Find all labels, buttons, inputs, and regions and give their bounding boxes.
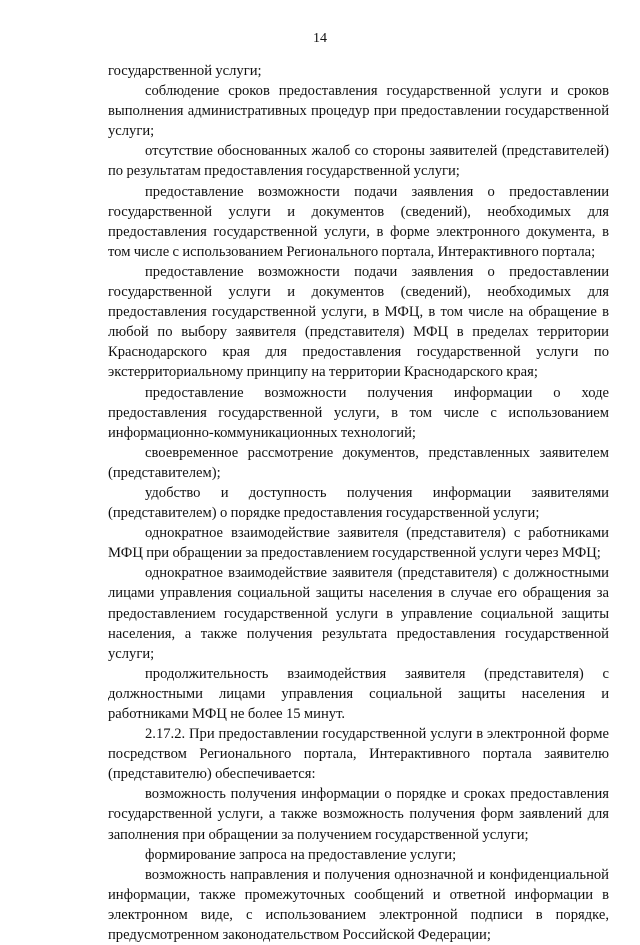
paragraph: продолжительность взаимодействия заявителя (представителя) с должностными лицами управления социальной защиты населения и работниками МФЦ не более 15 минут. — [108, 665, 609, 722]
paragraph: возможность получения информации о порядке и сроках предоставления государственной услуги, а также возможность получения форм заявлений для заполнения при обращении за получением государственной услуги; — [108, 786, 609, 843]
paragraph: формирование запроса на предоставление услуги; — [145, 846, 457, 863]
paragraph: государственной услуги; — [108, 63, 262, 79]
paragraph: соблюдение сроков предоставления государственной услуги и сроков выполнения административных процедур при предоставлении государственной услуги; — [108, 83, 609, 140]
paragraph: предоставление возможности получения информации о ходе предоставления государственной услуги, в том числе с использованием информационно-коммуникационных технологий; — [108, 384, 609, 441]
paragraph: предоставление возможности подачи заявления о предоставлении государственной услуги и документов (сведений), необходимых для предоставления государственной услуги, в форме электронного документа, в том числе с использованием Регионального портала, Интерактивного портала; — [108, 183, 609, 260]
document-body — [108, 61, 609, 945]
paragraph: своевременное рассмотрение документов, представленных заявителем (представителем); — [108, 444, 609, 481]
paragraph: однократное взаимодействие заявителя (представителя) с работниками МФЦ при обращении за предоставлением государственной услуги через МФЦ; — [108, 525, 609, 562]
paragraph: 2.17.2. При предоставлении государственной услуги в электронной форме посредством Регионального портала, Интерактивного портала заявителю (представителю) обеспечивается: — [108, 726, 609, 783]
paragraph: предоставление возможности подачи заявления о предоставлении государственной услуги и документов (сведений), необходимых для предоставления государственной услуги, в МФЦ, в том числе на обращение в любой по выбору заявителя (представителя) МФЦ в пределах территории Краснодарского края для предоставления государственной услуги по экстерриториальному принципу на территории Краснодарского края; — [108, 263, 609, 381]
paragraph: удобство и доступность получения информации заявителями (представителем) о порядке предоставления государственной услуги; — [108, 484, 609, 522]
paragraph: однократное взаимодействие заявителя (представителя) с должностными лицами управления социальной защиты населения в случае его обращения за предоставлением государственной услуги в управление социальной защиты населения, а также получения результата предоставления государственной услуги; — [108, 565, 609, 662]
paragraph: возможность направления и получения однозначной и конфиденциальной информации, также промежуточных сообщений и ответной информации в электронном виде, с использованием электронной подписи в порядке, предусмотренном законодательством Российской Федерации; — [108, 866, 609, 944]
page-number: 14 — [313, 31, 327, 46]
paragraph: отсутствие обоснованных жалоб со стороны заявителей (представителей) по результатам предоставления государственной услуги; — [108, 143, 609, 180]
